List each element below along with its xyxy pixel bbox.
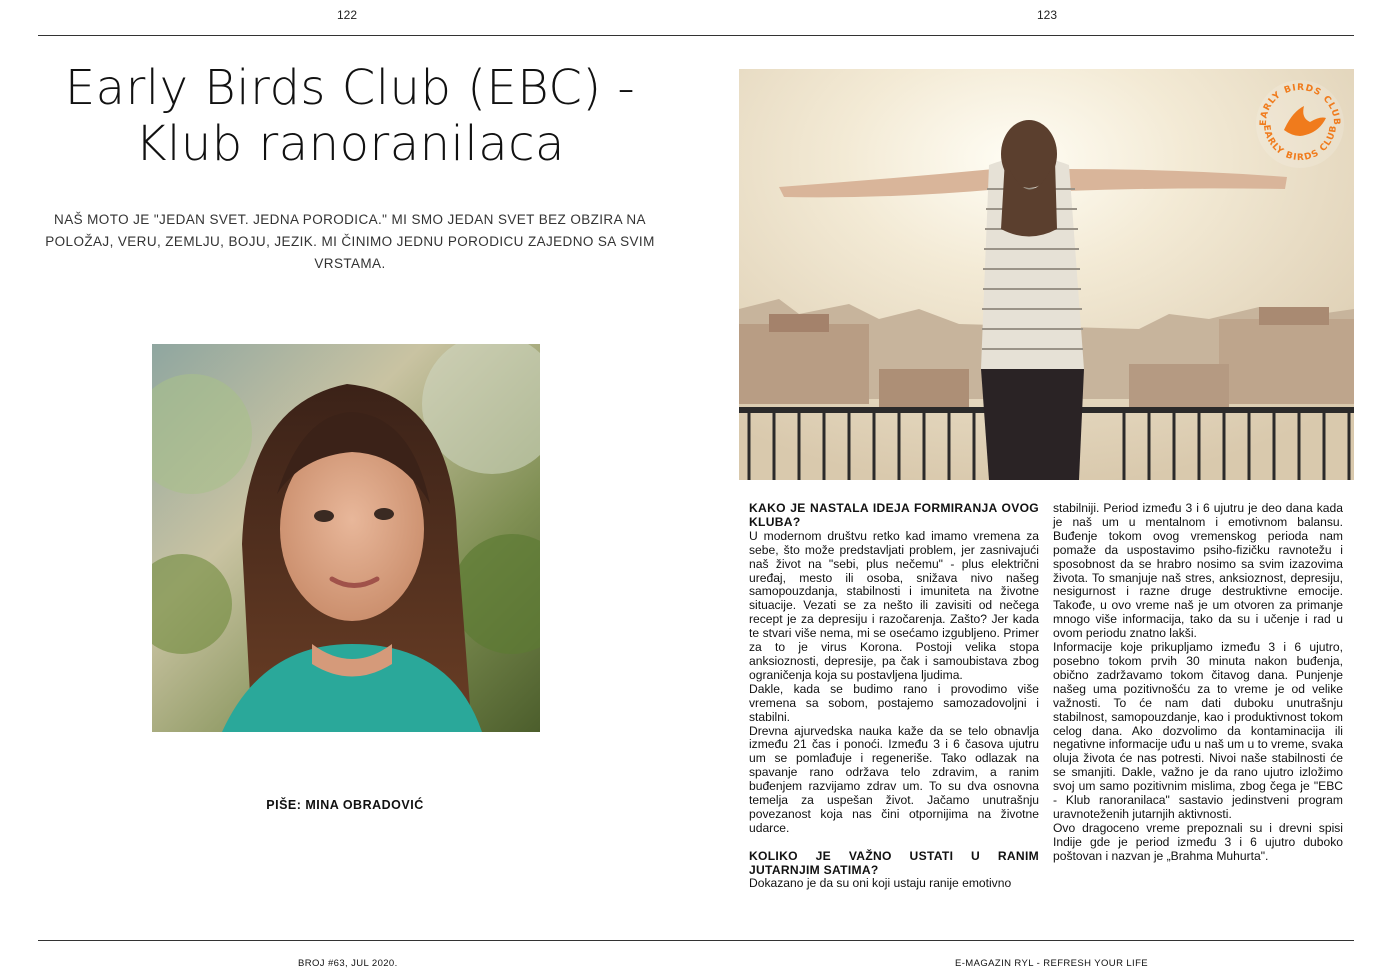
article-column-2 xyxy=(1053,502,1343,864)
logo-text-top: EARLY BIRDS CLUB xyxy=(1258,82,1342,127)
motto-text: NAŠ MOTO JE "JEDAN SVET. JEDNA PORODICA." MI SMO JEDAN SVET BEZ OBZIRA NA POLOŽAJ, VERU, ZEMLJU, BOJU, JEZIK. MI ČINIMO JEDNU PORODICU ZAJEDNO SA SVIM VRSTAMA. xyxy=(45,212,655,271)
footer-magazine: E-MAGAZIN RYL - REFRESH YOUR LIFE xyxy=(955,958,1149,969)
heading-idea: KAKO JE NASTALA IDEJA FORMIRANJA OVOG KLUBA? xyxy=(749,501,1039,529)
title-line-1: Early Birds Club (EBC) - xyxy=(64,60,636,116)
paragraph-4-cont: stabilniji. Period između 3 i 6 ujutru je deo dana kada je naš um u mentalnom i emotivnom balansu. Buđenje tokom ovog vremenskog perioda nam pomaže da uspostavimo psiho-fizičku ravnotežu i sposobnost da se hrabro nosimo sa svim izazovima života. To smanjuje naš stres, anksioznost, depresiju, nesigurnost i razne druge destruktivne emocije. Takođe, u ovo vreme naš je um otvoren za primanje mnogo više informacija, tako da su i učenje i rad u ovom periodu znatno lakši. xyxy=(1053,501,1343,641)
article-title xyxy=(40,60,660,172)
paragraph-5: Informacije koje prikupljamo između 3 i 6 ujutro, posebno tokom prvih 30 minuta nakon buđenja, obično zadržavamo tokom čitavog dana. Punjenje našeg uma pozitivnošću za to vreme je od velike važnosti. To će nam dati duboku unutrašnju stabilnost, samopouzdanje, kao i produktivnost tokom celog dana. Ako dozvolimo da kontaminacija ili negativne informacije uđu u naš um u to vreme, svaka oluja života će nas potresti. Nivoi naše stabilnosti će se smanjiti. Dakle, važno je da rano ujutro izložimo svoj um samo pozitivnim mislima, zbog čega je "EBC - Klub ranoranilaca" sastavio jedinstveni program uravnoteženih jutarnjih aktivnosti. xyxy=(1053,640,1343,821)
author-portrait xyxy=(152,344,540,732)
footer-issue: BROJ #63, JUL 2020. xyxy=(298,958,398,969)
paragraph-3: Drevna ajurvedska nauka kaže da se telo obnavlja između 21 čas i ponoći. Između 3 i 6 časova ujutru um se pomlađuje i regeneriše. Tako odlazak na spavanje rano održava telo zdravim, a ranim buđenjem razvijamo zdrav um. To su dva osnovna temelja za uspešan život. Jačamo unutrašnju povezanost koja nas čini otpornijima na životne udarce. xyxy=(749,723,1039,835)
paragraph-1: U modernom društvu retko kad imamo vremena za sebe, što može predstavljati problem, jer zasnivajući naš život na "sebi, plus nečemu" - plus električni uređaj, mesto ili osoba, snižava nivo našeg samopouzdanja, stabilnosti i imuniteta na životne situacije. Vezati se za nešto ili zavisiti od nečega recept je za depresiju i razočarenja. Zašto? Jer kada te stvari više nema, mi se osećamo izgubljeno. Primer za to je virus Korona. Postoji velika stopa anksioznosti, depresije, pa čak i samoubistava zbog ograničenja koja su postavljena ljudima. xyxy=(749,528,1039,682)
paragraph-6: Ovo dragoceno vreme prepoznali su i drevni spisi Indije gde je period između 3 i 6 ujutro duboko poštovan i nazvan je „Brahma Muhurta". xyxy=(1053,820,1343,863)
paragraph-2: Dakle, kada se budimo rano i provodimo više vremena sa sobom, postajemo samozadovoljni i stabilni. xyxy=(749,681,1039,724)
author-byline: PIŠE: MINA OBRADOVIĆ xyxy=(266,798,424,812)
early-birds-club-logo xyxy=(1254,78,1346,170)
logo-text-bottom: EARLY BIRDS CLUB xyxy=(1260,124,1340,164)
article-column-1 xyxy=(749,502,1039,891)
heading-importance: KOLIKO JE VAŽNO USTATI U RANIM JUTARNJIM SATIMA? xyxy=(749,848,1039,877)
top-rule xyxy=(38,35,1354,36)
paragraph-4-start: Dokazano je da su oni koji ustaju ranije emotivno xyxy=(749,876,1012,891)
bottom-rule xyxy=(38,940,1354,941)
title-line-2: Klub ranoranilaca xyxy=(135,116,565,172)
page-number-left: 122 xyxy=(337,8,358,22)
page-number-right: 123 xyxy=(1037,8,1058,22)
